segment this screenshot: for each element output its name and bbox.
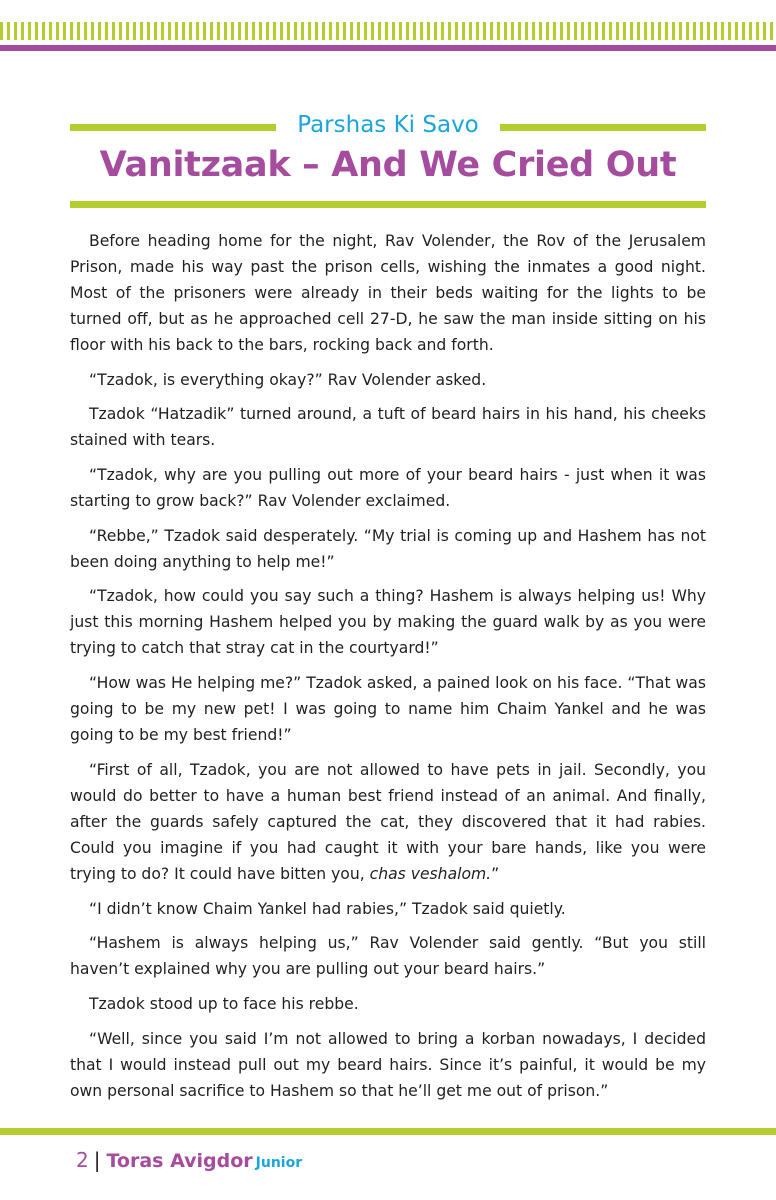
paragraph-1: Before heading home for the night, Rav Volender, the Rov of the Jerusalem Prison, made his way past the prison cells, wishing the inmates a good night. Most of the prisoners were already in their beds waiting for the lights to be turned off, but as he approached cell 27-D, he saw the man inside sitting on his floor with his back to the bars, rocking back and forth. — [70, 232, 706, 354]
subtitle-rule-right — [500, 124, 706, 131]
paragraph-8-text: “First of all, Tzadok, you are not allowed to have pets in jail. Secondly, you would do better to have a human best friend instead of an animal. And finally, after the guards safely captured the cat, they discovered that it had rabies. Could you imagine if you had caught it with your bare hands, like you were trying to do? It could have bitten you, — [70, 760, 706, 883]
paragraph-11: Tzadok stood up to face his rebbe. — [89, 994, 359, 1013]
subtitle-row — [70, 110, 706, 142]
paragraph-2: “Tzadok, is everything okay?” Rav Volender asked. — [89, 370, 487, 389]
paragraph-8 — [70, 757, 706, 887]
paragraph-12: “Well, since you said I’m not allowed to bring a korban nowadays, I decided that I would instead pull out my beard hairs. Since it’s painful, it would be my own personal sacrifice to Hashem so that he’ll get me out of prison.” — [70, 1029, 706, 1100]
paragraph-7: “How was He helping me?” Tzadok asked, a pained look on his face. “That was going to be my new pet! I was going to name him Chaim Yankel and he was going to be my best friend!” — [70, 674, 706, 745]
footer-separator: | — [93, 1148, 101, 1172]
paragraph-8-tail: ” — [491, 864, 500, 883]
footer-rule — [0, 1128, 776, 1135]
paragraph-6: “Tzadok, how could you say such a thing? Hashem is always helping us! Why just this morning Hashem helped you by making the guard walk by as you were trying to catch that stray cat in the courtyard!” — [70, 587, 706, 658]
page-number: 2 — [76, 1148, 89, 1172]
paragraph-4: “Tzadok, why are you pulling out more of your beard hairs - just when it was starting to grow back?” Rav Volender exclaimed. — [70, 466, 706, 511]
story-body — [70, 228, 706, 1112]
story-title: Vanitzaak – And We Cried Out — [99, 145, 677, 185]
brand-subtitle: Junior — [255, 1155, 303, 1171]
decorative-purple-bar — [0, 45, 776, 51]
paragraph-5: “Rebbe,” Tzadok said desperately. “My trial is coming up and Hashem has not been doing anything to help me!” — [70, 526, 706, 571]
parsha-subtitle: Parshas Ki Savo — [297, 112, 479, 138]
paragraph-9: “I didn’t know Chaim Yankel had rabies,” Tzadok said quietly. — [89, 899, 566, 918]
decorative-tick-stripe — [0, 22, 776, 40]
top-decorative-band — [0, 0, 776, 58]
paragraph-8-italic: chas veshalom. — [369, 864, 492, 883]
page-footer — [76, 1145, 302, 1175]
brand-name: Toras Avigdor — [106, 1150, 253, 1172]
title-underline-rule — [70, 201, 706, 208]
paragraph-3: Tzadok “Hatzadik” turned around, a tuft of beard hairs in his hand, his cheeks stained with tears. — [70, 405, 706, 450]
paragraph-10: “Hashem is always helping us,” Rav Volender said gently. “But you still haven’t explained why you are pulling out your beard hairs.” — [70, 934, 706, 979]
